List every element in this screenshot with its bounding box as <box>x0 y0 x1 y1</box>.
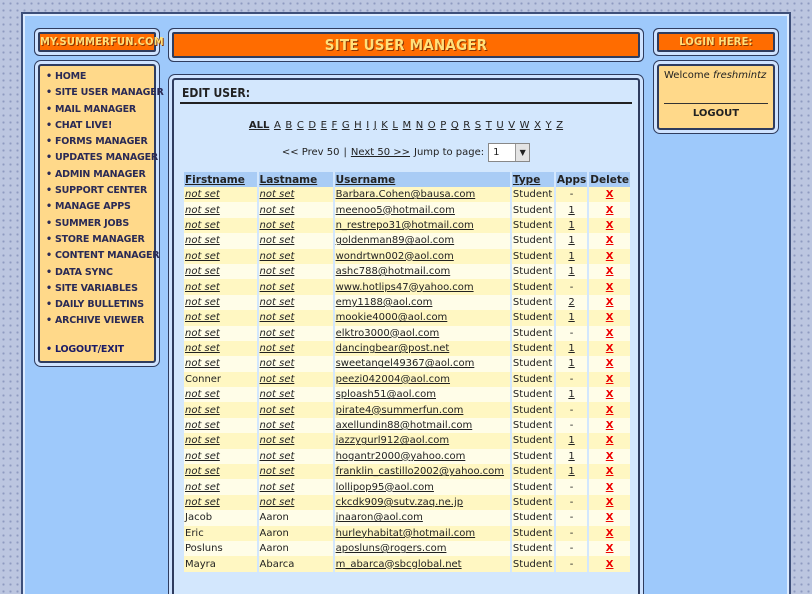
lastname-cell[interactable]: not set <box>259 295 333 310</box>
table-row <box>184 541 630 556</box>
apps-cell: - <box>556 510 587 525</box>
table-row <box>184 264 630 279</box>
sidebar-item-admin-manager[interactable]: • ADMIN MANAGER <box>46 167 150 183</box>
type-cell: Student <box>512 295 554 310</box>
username-link[interactable]: franklin_castillo2002@yahoo.com <box>335 464 510 479</box>
delete-icon[interactable]: X <box>589 326 630 341</box>
firstname-cell: Eric <box>184 526 257 541</box>
username-link[interactable]: jnaaron@aol.com <box>335 510 510 525</box>
sidebar-item-forms-manager[interactable]: • FORMS MANAGER <box>46 134 150 150</box>
alpha-filter-z[interactable]: Z <box>556 120 564 131</box>
sidebar-item-support-center[interactable]: • SUPPORT CENTER <box>46 183 150 199</box>
apps-cell: - <box>556 526 587 541</box>
firstname-cell[interactable]: not set <box>184 449 257 464</box>
column-delete: Delete <box>590 173 629 186</box>
firstname-cell[interactable]: not set <box>184 433 257 448</box>
username-link[interactable]: meenoo5@hotmail.com <box>335 202 510 217</box>
delete-icon[interactable]: X <box>589 187 630 202</box>
delete-icon[interactable]: X <box>589 418 630 433</box>
lastname-cell[interactable]: not set <box>259 387 333 402</box>
type-cell: Student <box>512 449 554 464</box>
type-cell: Student <box>512 356 554 371</box>
sidebar-item-logout[interactable]: • LOGOUT/EXIT <box>46 342 150 358</box>
column-type[interactable]: Type <box>512 172 554 187</box>
delete-icon[interactable]: X <box>589 264 630 279</box>
lastname-cell[interactable]: not set <box>259 310 333 325</box>
alpha-filter-o[interactable]: O <box>427 120 436 131</box>
apps-cell: - <box>556 556 587 571</box>
lastname-cell[interactable]: not set <box>259 356 333 371</box>
username-link[interactable]: Barbara.Cohen@bausa.com <box>335 187 510 202</box>
table-row <box>184 295 630 310</box>
firstname-cell[interactable]: not set <box>184 495 257 510</box>
firstname-cell[interactable]: not set <box>184 264 257 279</box>
lastname-cell[interactable]: not set <box>259 279 333 294</box>
firstname-cell[interactable]: not set <box>184 249 257 264</box>
delete-icon[interactable]: X <box>589 202 630 217</box>
column-firstname[interactable]: Firstname <box>184 172 257 187</box>
sidebar-item-summer-jobs[interactable]: • SUMMER JOBS <box>46 216 150 232</box>
alpha-filter-q[interactable]: Q <box>450 120 459 131</box>
username-link[interactable]: aposluns@rogers.com <box>335 541 510 556</box>
firstname-cell[interactable]: not set <box>184 464 257 479</box>
lastname-cell[interactable]: not set <box>259 341 333 356</box>
lastname-cell[interactable]: not set <box>259 449 333 464</box>
welcome-username: freshmintz <box>712 70 767 81</box>
lastname-cell[interactable]: not set <box>259 249 333 264</box>
apps-cell[interactable]: 1 <box>556 202 587 217</box>
alpha-filter-b[interactable]: B <box>285 120 293 131</box>
alpha-filter-d[interactable]: D <box>308 120 317 131</box>
table-row <box>184 495 630 510</box>
username-link[interactable]: goldenman89@aol.com <box>335 233 510 248</box>
apps-cell: - <box>556 541 587 556</box>
table-row <box>184 279 630 294</box>
username-link[interactable]: mookie4000@aol.com <box>335 310 510 325</box>
alpha-filter-u[interactable]: U <box>496 120 504 131</box>
alpha-filter-a[interactable]: A <box>273 120 281 131</box>
type-cell: Student <box>512 402 554 417</box>
apps-cell: - <box>556 418 587 433</box>
username-link[interactable]: lollipop95@aol.com <box>335 479 510 494</box>
sidebar-item-store-manager[interactable]: • STORE MANAGER <box>46 232 150 248</box>
sidebar-item-content-manager[interactable]: • CONTENT MANAGER <box>46 248 150 264</box>
username-link[interactable]: sploash51@aol.com <box>335 387 510 402</box>
alpha-filter-all[interactable]: ALL <box>248 120 270 131</box>
apps-cell: - <box>556 326 587 341</box>
apps-cell[interactable]: 1 <box>556 464 587 479</box>
username-link[interactable]: m_abarca@sbcglobal.net <box>335 556 510 571</box>
table-row <box>184 202 630 217</box>
delete-icon[interactable]: X <box>589 218 630 233</box>
sidebar-item-updates-manager[interactable]: • UPDATES MANAGER <box>46 150 150 166</box>
divider <box>664 103 768 104</box>
pager-separator: | <box>343 147 347 158</box>
welcome-label: Welcome <box>664 70 710 81</box>
table-row <box>184 233 630 248</box>
firstname-cell[interactable]: not set <box>184 341 257 356</box>
type-cell: Student <box>512 464 554 479</box>
firstname-cell[interactable]: not set <box>184 418 257 433</box>
alpha-filter-p[interactable]: P <box>440 120 447 131</box>
sidebar-item-data-sync[interactable]: • DATA SYNC <box>46 265 150 281</box>
firstname-cell: Jacob <box>184 510 257 525</box>
apps-cell[interactable]: 1 <box>556 449 587 464</box>
nav-list <box>46 69 164 358</box>
firstname-cell[interactable]: not set <box>184 310 257 325</box>
alpha-filter-r[interactable]: R <box>463 120 471 131</box>
alpha-filter-e[interactable]: E <box>320 120 327 131</box>
delete-icon[interactable]: X <box>589 433 630 448</box>
type-cell: Student <box>512 510 554 525</box>
delete-icon[interactable]: X <box>589 510 630 525</box>
alpha-filter-j[interactable]: J <box>373 120 377 131</box>
username-link[interactable]: www.hotlips47@yahoo.com <box>335 279 510 294</box>
jump-label: Jump to page: <box>414 147 485 158</box>
table-row <box>184 510 630 525</box>
site-logo[interactable]: MY.SUMMERFUN.COM <box>38 32 156 52</box>
table-row <box>184 326 630 341</box>
alpha-filter-m[interactable]: M <box>402 120 412 131</box>
sidebar-item-mail-manager[interactable]: • MAIL MANAGER <box>46 102 150 118</box>
type-cell: Student <box>512 202 554 217</box>
username-link[interactable]: emy1188@aol.com <box>335 295 510 310</box>
users-table <box>182 172 632 572</box>
username-link[interactable]: hogantr2000@yahoo.com <box>335 449 510 464</box>
page-title: SITE USER MANAGER <box>172 32 640 58</box>
delete-icon[interactable]: X <box>589 556 630 571</box>
type-cell: Student <box>512 541 554 556</box>
firstname-cell[interactable]: not set <box>184 218 257 233</box>
username-link[interactable]: ashc788@hotmail.com <box>335 264 510 279</box>
table-row <box>184 249 630 264</box>
alpha-filter-n[interactable]: N <box>415 120 424 131</box>
lastname-cell[interactable]: not set <box>259 264 333 279</box>
sidebar-item-site-variables[interactable]: • SITE VARIABLES <box>46 281 150 297</box>
apps-cell[interactable]: 1 <box>556 310 587 325</box>
username-link[interactable]: dancingbear@post.net <box>335 341 510 356</box>
alpha-filter-h[interactable]: H <box>354 120 362 131</box>
sidebar-item-site-user-manager[interactable]: • SITE USER MANAGER <box>46 85 150 101</box>
username-link[interactable]: hurleyhabitat@hotmail.com <box>335 526 510 541</box>
firstname-cell: Posluns <box>184 541 257 556</box>
lastname-cell[interactable]: not set <box>259 479 333 494</box>
lastname-cell: Aaron <box>259 510 333 525</box>
sidebar-nav <box>38 64 164 363</box>
type-cell: Student <box>512 495 554 510</box>
alpha-filter-k[interactable]: K <box>381 120 388 131</box>
firstname-cell[interactable]: not set <box>184 233 257 248</box>
lastname-cell[interactable]: not set <box>259 372 333 387</box>
page-select[interactable] <box>488 143 530 162</box>
login-header: LOGIN HERE: <box>657 32 775 52</box>
lastname-cell[interactable]: not set <box>259 495 333 510</box>
alpha-filter-l[interactable]: L <box>392 120 398 131</box>
alpha-filter-g[interactable]: G <box>341 120 350 131</box>
lastname-cell[interactable]: not set <box>259 402 333 417</box>
next-page-link[interactable]: Next 50 >> <box>350 147 411 158</box>
apps-cell: - <box>556 479 587 494</box>
prev-page-label: << Prev 50 <box>281 147 340 158</box>
type-cell: Student <box>512 418 554 433</box>
sidebar-item-archive-viewer[interactable]: • ARCHIVE VIEWER <box>46 313 150 329</box>
edit-user-panel <box>172 78 640 594</box>
apps-cell[interactable]: 1 <box>556 218 587 233</box>
logout-button[interactable]: LOGOUT <box>692 108 740 119</box>
alphabet-filter <box>180 120 632 131</box>
lastname-cell[interactable]: not set <box>259 233 333 248</box>
delete-icon[interactable]: X <box>589 249 630 264</box>
type-cell: Student <box>512 279 554 294</box>
delete-icon[interactable]: X <box>589 372 630 387</box>
lastname-cell[interactable]: not set <box>259 464 333 479</box>
login-panel <box>657 64 775 130</box>
table-row <box>184 187 630 202</box>
type-cell: Student <box>512 233 554 248</box>
username-link[interactable]: peezi042004@aol.com <box>335 372 510 387</box>
apps-cell: - <box>556 372 587 387</box>
delete-icon[interactable]: X <box>589 541 630 556</box>
alpha-filter-w[interactable]: W <box>519 120 530 131</box>
username-link[interactable]: sweetangel49367@aol.com <box>335 356 510 371</box>
firstname-cell[interactable]: not set <box>184 187 257 202</box>
apps-cell: - <box>556 402 587 417</box>
sidebar-item-manage-apps[interactable]: • MANAGE APPS <box>46 199 150 215</box>
table-row <box>184 433 630 448</box>
type-cell: Student <box>512 433 554 448</box>
firstname-cell[interactable]: not set <box>184 356 257 371</box>
delete-icon[interactable]: X <box>589 526 630 541</box>
alpha-filter-t[interactable]: T <box>485 120 492 131</box>
delete-icon[interactable]: X <box>589 356 630 371</box>
apps-cell[interactable]: 1 <box>556 264 587 279</box>
firstname-cell[interactable]: not set <box>184 326 257 341</box>
firstname-cell[interactable]: not set <box>184 279 257 294</box>
username-link[interactable]: pirate4@summerfun.com <box>335 402 510 417</box>
type-cell: Student <box>512 387 554 402</box>
type-cell: Student <box>512 479 554 494</box>
username-link[interactable]: jazzygurl912@aol.com <box>335 433 510 448</box>
type-cell: Student <box>512 310 554 325</box>
table-row <box>184 341 630 356</box>
lastname-cell[interactable]: not set <box>259 433 333 448</box>
sidebar-item-home[interactable]: • HOME <box>46 69 150 85</box>
alpha-filter-i[interactable]: I <box>366 120 370 131</box>
firstname-cell[interactable]: not set <box>184 295 257 310</box>
username-link[interactable]: n_restrepo31@hotmail.com <box>335 218 510 233</box>
apps-cell[interactable]: 1 <box>556 433 587 448</box>
type-cell: Student <box>512 556 554 571</box>
table-row <box>184 449 630 464</box>
firstname-cell: Conner <box>184 372 257 387</box>
table-row <box>184 356 630 371</box>
username-link[interactable]: elktro3000@aol.com <box>335 326 510 341</box>
firstname-cell[interactable]: not set <box>184 479 257 494</box>
username-link[interactable]: ckcdk909@sutv.zaq.ne.jp <box>335 495 510 510</box>
alpha-filter-f[interactable]: F <box>331 120 338 131</box>
page-select-value: 1 <box>493 147 500 158</box>
sidebar-item-chat-live[interactable]: • CHAT LIVE! <box>46 118 150 134</box>
apps-cell[interactable]: 1 <box>556 341 587 356</box>
alpha-filter-s[interactable]: S <box>474 120 482 131</box>
column-apps: Apps <box>556 173 587 186</box>
lastname-cell: Abarca <box>259 556 333 571</box>
delete-icon[interactable]: X <box>589 279 630 294</box>
type-cell: Student <box>512 326 554 341</box>
type-cell: Student <box>512 249 554 264</box>
table-row <box>184 372 630 387</box>
lastname-cell: Aaron <box>259 526 333 541</box>
apps-cell: - <box>556 495 587 510</box>
table-row <box>184 479 630 494</box>
table-row <box>184 418 630 433</box>
alpha-filter-v[interactable]: V <box>508 120 516 131</box>
welcome-message <box>664 70 768 81</box>
delete-icon[interactable]: X <box>589 233 630 248</box>
apps-cell: - <box>556 279 587 294</box>
delete-icon[interactable]: X <box>589 310 630 325</box>
alpha-filter-x[interactable]: X <box>534 120 541 131</box>
delete-icon[interactable]: X <box>589 387 630 402</box>
lastname-cell[interactable]: not set <box>259 418 333 433</box>
type-cell: Student <box>512 218 554 233</box>
pagination <box>180 143 632 162</box>
apps-cell[interactable]: 1 <box>556 356 587 371</box>
table-row <box>184 218 630 233</box>
alpha-filter-y[interactable]: Y <box>545 120 552 131</box>
table-row <box>184 464 630 479</box>
chevron-down-icon[interactable]: ▼ <box>515 144 529 161</box>
username-link[interactable]: axellundin88@hotmail.com <box>335 418 510 433</box>
lastname-cell[interactable]: not set <box>259 202 333 217</box>
alpha-filter-c[interactable]: C <box>296 120 304 131</box>
firstname-cell: Mayra <box>184 556 257 571</box>
table-row <box>184 310 630 325</box>
lastname-cell[interactable]: not set <box>259 218 333 233</box>
section-heading: EDIT USER: <box>180 86 632 104</box>
table-row <box>184 526 630 541</box>
delete-icon[interactable]: X <box>589 479 630 494</box>
apps-cell[interactable]: 2 <box>556 295 587 310</box>
delete-icon[interactable]: X <box>589 295 630 310</box>
table-row <box>184 402 630 417</box>
delete-icon[interactable]: X <box>589 449 630 464</box>
type-cell: Student <box>512 341 554 356</box>
type-cell: Student <box>512 372 554 387</box>
apps-cell[interactable]: 1 <box>556 249 587 264</box>
lastname-cell[interactable]: not set <box>259 187 333 202</box>
type-cell: Student <box>512 264 554 279</box>
delete-icon[interactable]: X <box>589 402 630 417</box>
lastname-cell[interactable]: not set <box>259 326 333 341</box>
firstname-cell[interactable]: not set <box>184 202 257 217</box>
sidebar-item-daily-bulletins[interactable]: • DAILY BULLETINS <box>46 297 150 313</box>
delete-icon[interactable]: X <box>589 464 630 479</box>
table-row <box>184 556 630 571</box>
lastname-cell: Aaron <box>259 541 333 556</box>
table-header-row <box>184 172 630 187</box>
type-cell: Student <box>512 526 554 541</box>
username-link[interactable]: wondrtwn002@aol.com <box>335 249 510 264</box>
table-row <box>184 387 630 402</box>
apps-cell[interactable]: 1 <box>556 387 587 402</box>
firstname-cell[interactable]: not set <box>184 387 257 402</box>
apps-cell: - <box>556 187 587 202</box>
firstname-cell[interactable]: not set <box>184 402 257 417</box>
column-lastname[interactable]: Lastname <box>259 172 333 187</box>
apps-cell[interactable]: 1 <box>556 233 587 248</box>
column-username[interactable]: Username <box>335 172 510 187</box>
delete-icon[interactable]: X <box>589 495 630 510</box>
type-cell: Student <box>512 187 554 202</box>
delete-icon[interactable]: X <box>589 341 630 356</box>
